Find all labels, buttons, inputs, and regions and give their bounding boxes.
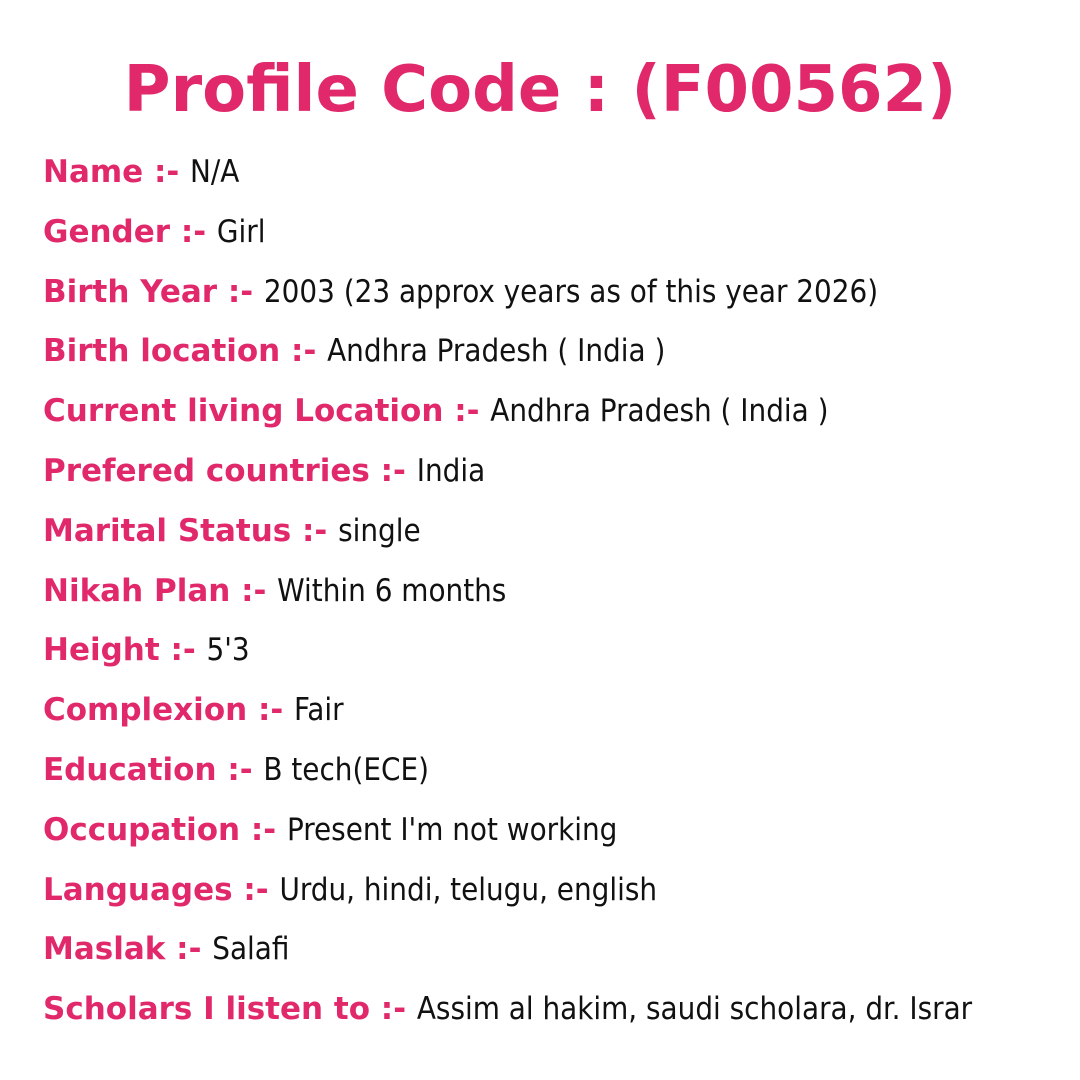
field-value: Within 6 months (277, 572, 507, 609)
field-value: Present I'm not working (286, 811, 618, 848)
field-label: Education :- (43, 751, 264, 788)
field-gender (43, 203, 1073, 263)
field-scholars (43, 980, 1073, 1040)
field-marital-status (43, 502, 1073, 562)
field-languages (43, 861, 1073, 921)
field-maslak (43, 920, 1073, 980)
field-value: Salafi (212, 931, 290, 968)
field-label: Complexion :- (43, 692, 295, 729)
field-label: Nikah Plan :- (43, 572, 278, 609)
field-label: Maslak :- (43, 931, 213, 968)
field-label: Birth location :- (43, 333, 328, 370)
field-value: Andhra Pradesh ( India ) (327, 333, 666, 370)
field-birth-year (43, 263, 1073, 323)
field-value: Urdu, hindi, telugu, english (279, 871, 658, 908)
field-height (43, 621, 1073, 681)
field-complexion (43, 681, 1073, 741)
field-value: B tech(ECE) (263, 751, 429, 788)
field-label: Marital Status :- (43, 512, 339, 549)
field-current-location (43, 382, 1073, 442)
field-value: N/A (190, 154, 240, 190)
field-label: Gender :- (43, 213, 217, 250)
field-label: Birth Year :- (43, 273, 264, 310)
field-label: Scholars I listen to :- (43, 991, 417, 1028)
profile-fields (43, 143, 1073, 1040)
field-preferred-countries (43, 442, 1073, 502)
field-label: Prefered countries :- (43, 452, 417, 489)
field-value: Assim al hakim, saudi scholara, dr. Israr (416, 991, 973, 1028)
field-name (43, 143, 1073, 203)
page-title: Profile Code : (F00562) (123, 53, 957, 127)
field-nikah-plan (43, 562, 1073, 622)
field-education (43, 741, 1073, 801)
field-label: Current living Location :- (43, 393, 491, 430)
field-value: Andhra Pradesh ( India ) (490, 393, 829, 430)
field-birth-location (43, 322, 1073, 382)
field-occupation (43, 801, 1073, 861)
field-value: 2003 (23 approx years as of this year 2026) (263, 273, 879, 310)
field-label: Height :- (43, 632, 207, 669)
field-value: 5'3 (206, 632, 250, 669)
field-value: India (416, 452, 486, 489)
field-label: Occupation :- (43, 811, 287, 848)
field-label: Name :- (43, 154, 191, 190)
field-value: single (338, 512, 421, 549)
field-value: Fair (294, 692, 344, 729)
field-value: Girl (216, 213, 266, 250)
field-label: Languages :- (43, 871, 280, 908)
